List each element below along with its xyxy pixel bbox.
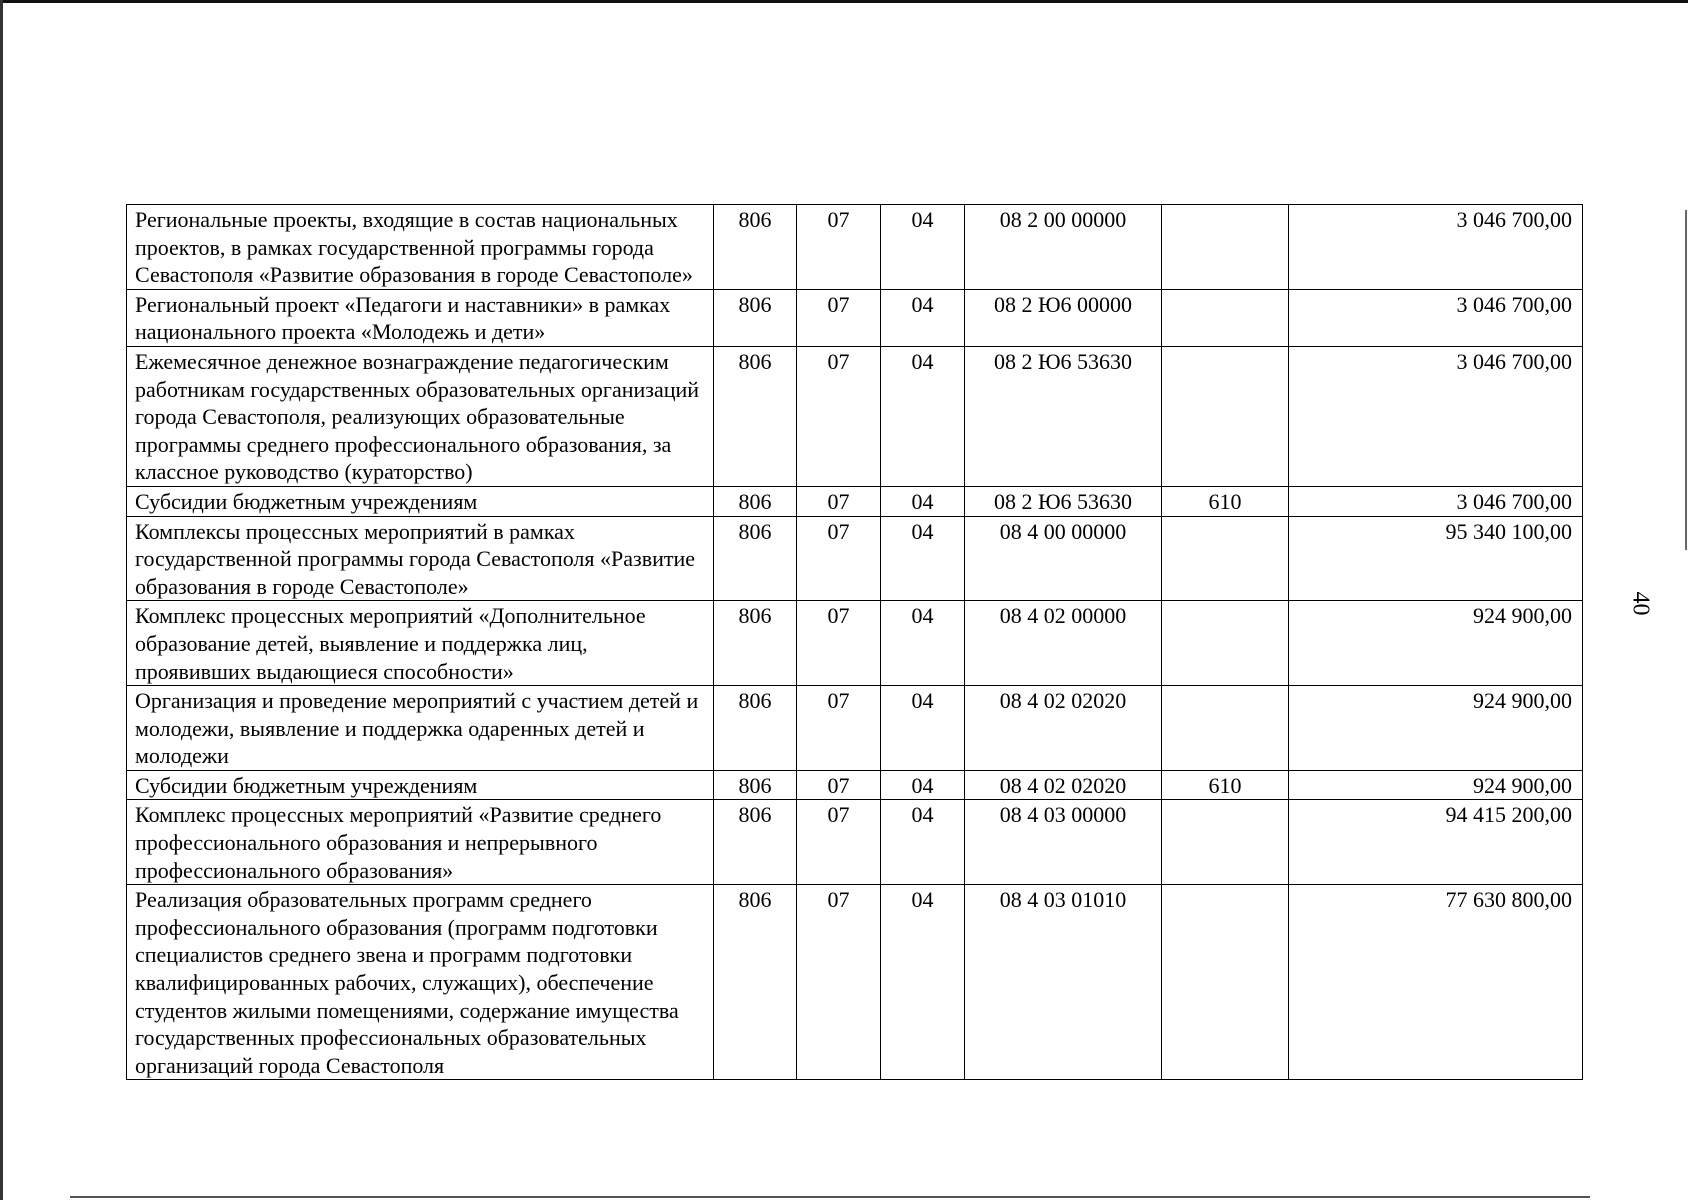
row-name: Реализация образовательных программ среднего профессионального образования (программ подготовки специалистов среднего звена и программ подготовки квалифицированных рабочих, служащих), обеспечение студентов жилыми помещениями, содержание имущества государственных профессиональных образовательных организаций города Севастополя <box>127 885 714 1080</box>
row-amount: 3 046 700,00 <box>1289 289 1583 346</box>
row-section: 07 <box>797 289 881 346</box>
row-name: Субсидии бюджетным учреждениям <box>127 770 714 800</box>
row-grbs: 806 <box>714 289 797 346</box>
row-name: Организация и проведение мероприятий с участием детей и молодежи, выявление и поддержка одаренных детей и молодежи <box>127 686 714 771</box>
row-section: 07 <box>797 800 881 885</box>
row-name: Комплекс процессных мероприятий «Дополнительное образование детей, выявление и поддержка лиц, проявивших выдающиеся способности» <box>127 601 714 686</box>
row-amount: 924 900,00 <box>1289 686 1583 771</box>
row-expense-type <box>1162 205 1289 290</box>
scan-border-top <box>0 0 1688 3</box>
row-target-code: 08 4 02 02020 <box>965 770 1162 800</box>
row-subsection: 04 <box>881 770 965 800</box>
table-row <box>127 346 1583 486</box>
budget-table <box>126 204 1583 1080</box>
row-grbs: 806 <box>714 885 797 1080</box>
row-expense-type <box>1162 346 1289 486</box>
table-row <box>127 289 1583 346</box>
row-subsection: 04 <box>881 205 965 290</box>
row-amount: 95 340 100,00 <box>1289 516 1583 601</box>
row-amount: 3 046 700,00 <box>1289 486 1583 516</box>
row-section: 07 <box>797 770 881 800</box>
row-section: 07 <box>797 486 881 516</box>
row-amount: 3 046 700,00 <box>1289 346 1583 486</box>
table-row <box>127 800 1583 885</box>
row-target-code: 08 4 02 02020 <box>965 686 1162 771</box>
row-target-code: 08 2 00 00000 <box>965 205 1162 290</box>
row-section: 07 <box>797 885 881 1080</box>
row-grbs: 806 <box>714 800 797 885</box>
row-section: 07 <box>797 205 881 290</box>
row-subsection: 04 <box>881 601 965 686</box>
row-amount: 77 630 800,00 <box>1289 885 1583 1080</box>
row-expense-type <box>1162 686 1289 771</box>
row-target-code: 08 4 00 00000 <box>965 516 1162 601</box>
row-expense-type: 610 <box>1162 486 1289 516</box>
scan-border-bottom <box>70 1196 1590 1198</box>
row-target-code: 08 4 03 01010 <box>965 885 1162 1080</box>
table-row <box>127 770 1583 800</box>
row-target-code: 08 4 03 00000 <box>965 800 1162 885</box>
row-subsection: 04 <box>881 346 965 486</box>
row-section: 07 <box>797 516 881 601</box>
row-target-code: 08 2 Ю6 53630 <box>965 346 1162 486</box>
row-amount: 94 415 200,00 <box>1289 800 1583 885</box>
row-expense-type: 610 <box>1162 770 1289 800</box>
row-name: Ежемесячное денежное вознаграждение педагогическим работникам государственных образовательных организаций города Севастополя, реализующих образовательные программы среднего профессионального образования, за классное руководство (кураторство) <box>127 346 714 486</box>
row-grbs: 806 <box>714 346 797 486</box>
row-section: 07 <box>797 346 881 486</box>
table-row <box>127 686 1583 771</box>
row-target-code: 08 2 Ю6 00000 <box>965 289 1162 346</box>
row-name: Региональный проект «Педагоги и наставники» в рамках национального проекта «Молодежь и дети» <box>127 289 714 346</box>
row-expense-type <box>1162 800 1289 885</box>
row-grbs: 806 <box>714 686 797 771</box>
row-section: 07 <box>797 601 881 686</box>
row-grbs: 806 <box>714 205 797 290</box>
row-subsection: 04 <box>881 800 965 885</box>
row-subsection: 04 <box>881 885 965 1080</box>
row-amount: 3 046 700,00 <box>1289 205 1583 290</box>
row-name: Комплекс процессных мероприятий «Развитие среднего профессионального образования и непрерывного профессионального образования» <box>127 800 714 885</box>
row-grbs: 806 <box>714 486 797 516</box>
row-name: Субсидии бюджетным учреждениям <box>127 486 714 516</box>
row-expense-type <box>1162 289 1289 346</box>
row-grbs: 806 <box>714 516 797 601</box>
table-row <box>127 486 1583 516</box>
row-amount: 924 900,00 <box>1289 770 1583 800</box>
scan-border-left <box>0 0 3 1200</box>
table-row <box>127 601 1583 686</box>
row-expense-type <box>1162 516 1289 601</box>
row-target-code: 08 2 Ю6 53630 <box>965 486 1162 516</box>
row-name: Комплексы процессных мероприятий в рамках государственной программы города Севастополя «Развитие образования в городе Севастополе» <box>127 516 714 601</box>
table-row <box>127 205 1583 290</box>
row-subsection: 04 <box>881 686 965 771</box>
row-grbs: 806 <box>714 770 797 800</box>
row-subsection: 04 <box>881 289 965 346</box>
row-section: 07 <box>797 686 881 771</box>
row-expense-type <box>1162 601 1289 686</box>
row-name: Региональные проекты, входящие в состав национальных проектов, в рамках государственной программы города Севастополя «Развитие образования в городе Севастополе» <box>127 205 714 290</box>
row-subsection: 04 <box>881 516 965 601</box>
row-expense-type <box>1162 885 1289 1080</box>
row-target-code: 08 4 02 00000 <box>965 601 1162 686</box>
row-grbs: 806 <box>714 601 797 686</box>
page-number: 40 <box>1627 591 1654 616</box>
scan-edge-mark <box>1685 210 1687 550</box>
row-subsection: 04 <box>881 486 965 516</box>
row-amount: 924 900,00 <box>1289 601 1583 686</box>
table-row <box>127 516 1583 601</box>
table-row <box>127 885 1583 1080</box>
